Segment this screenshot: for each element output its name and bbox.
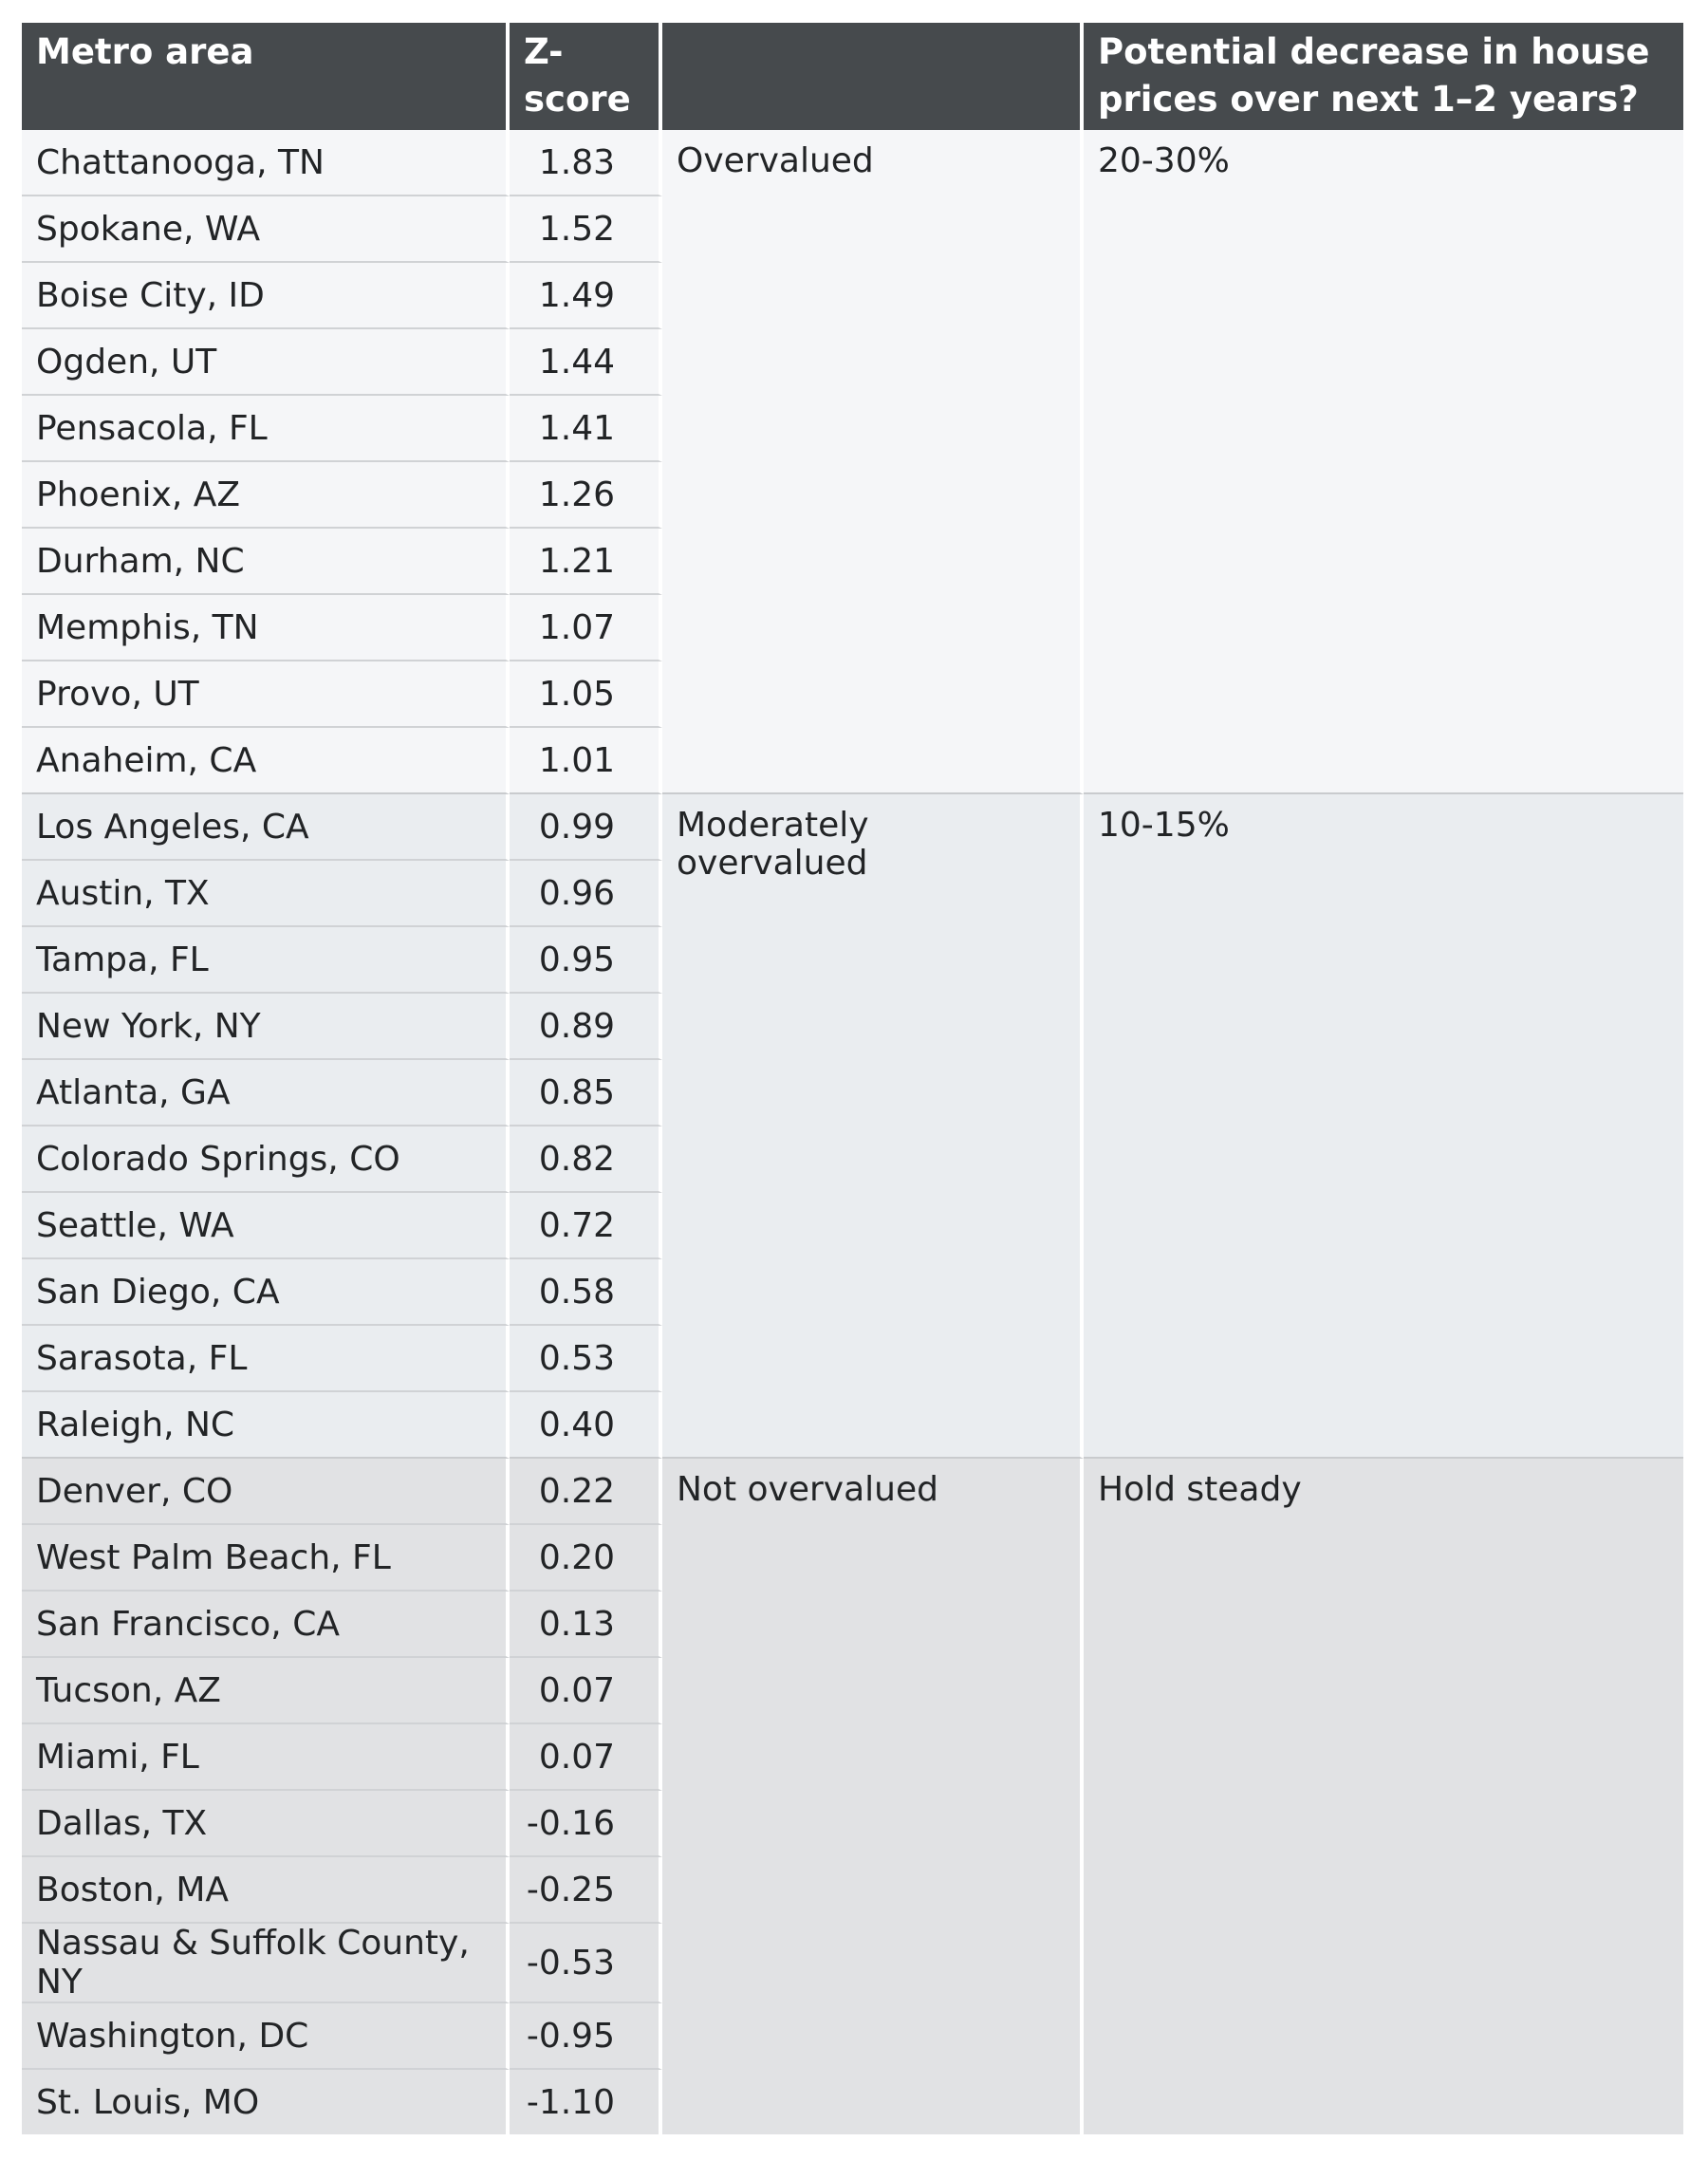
table-body [22, 130, 1683, 2136]
valuation-category-cell: Not overvalued [662, 1459, 1084, 2136]
z-score-cell: 1.01 [510, 728, 662, 794]
metro-area-cell: West Palm Beach, FL [22, 1525, 510, 1592]
z-score-cell: 0.72 [510, 1193, 662, 1259]
table-header-row [22, 23, 1683, 130]
z-score-cell: 0.22 [510, 1459, 662, 1525]
z-score-cell: 0.95 [510, 927, 662, 994]
valuation-category-cell: Overvalued [662, 130, 1084, 794]
z-score-cell: 1.44 [510, 329, 662, 396]
z-score-cell: -0.53 [510, 1924, 662, 2003]
z-score-cell: 0.96 [510, 861, 662, 927]
z-score-cell: 1.83 [510, 130, 662, 196]
metro-valuation-table [22, 23, 1683, 2136]
metro-area-cell: Raleigh, NC [22, 1392, 510, 1459]
table-row [22, 794, 1683, 861]
metro-area-cell: Miami, FL [22, 1724, 510, 1791]
metro-area-cell: San Francisco, CA [22, 1592, 510, 1658]
z-score-cell: 1.41 [510, 396, 662, 462]
metro-area-cell: Spokane, WA [22, 196, 510, 263]
metro-area-cell: Denver, CO [22, 1459, 510, 1525]
metro-area-cell: Dallas, TX [22, 1791, 510, 1857]
header-z-score: Z-score [510, 23, 662, 130]
z-score-cell: 0.40 [510, 1392, 662, 1459]
metro-area-cell: Provo, UT [22, 661, 510, 728]
z-score-cell: 1.49 [510, 263, 662, 329]
z-score-cell: 0.07 [510, 1724, 662, 1791]
z-score-cell: -1.10 [510, 2070, 662, 2136]
metro-area-cell: San Diego, CA [22, 1259, 510, 1326]
header-potential-decrease: Potential decrease in house prices over next 1–2 years? [1084, 23, 1683, 130]
metro-area-cell: Atlanta, GA [22, 1060, 510, 1127]
table-row [22, 1459, 1683, 1525]
z-score-cell: 0.58 [510, 1259, 662, 1326]
z-score-cell: 1.21 [510, 529, 662, 595]
metro-area-cell: Chattanooga, TN [22, 130, 510, 196]
z-score-cell: -0.16 [510, 1791, 662, 1857]
valuation-table-container [22, 23, 1683, 2136]
metro-area-cell: Austin, TX [22, 861, 510, 927]
potential-decrease-cell: 20-30% [1084, 130, 1683, 794]
metro-area-cell: Sarasota, FL [22, 1326, 510, 1392]
z-score-cell: 0.20 [510, 1525, 662, 1592]
metro-area-cell: Anaheim, CA [22, 728, 510, 794]
z-score-cell: 0.82 [510, 1127, 662, 1193]
metro-area-cell: Nassau & Suffolk County, NY [22, 1924, 510, 2003]
metro-area-cell: New York, NY [22, 994, 510, 1060]
metro-area-cell: Tucson, AZ [22, 1658, 510, 1724]
metro-area-cell: Boise City, ID [22, 263, 510, 329]
metro-area-cell: Washington, DC [22, 2003, 510, 2070]
header-category [662, 23, 1084, 130]
metro-area-cell: Pensacola, FL [22, 396, 510, 462]
metro-area-cell: Seattle, WA [22, 1193, 510, 1259]
metro-area-cell: Memphis, TN [22, 595, 510, 661]
z-score-cell: 1.52 [510, 196, 662, 263]
z-score-cell: 0.99 [510, 794, 662, 861]
z-score-cell: 1.07 [510, 595, 662, 661]
z-score-cell: 0.89 [510, 994, 662, 1060]
metro-area-cell: Colorado Springs, CO [22, 1127, 510, 1193]
metro-area-cell: St. Louis, MO [22, 2070, 510, 2136]
metro-area-cell: Durham, NC [22, 529, 510, 595]
z-score-cell: -0.95 [510, 2003, 662, 2070]
potential-decrease-cell: 10-15% [1084, 794, 1683, 1459]
header-metro-area: Metro area [22, 23, 510, 130]
z-score-cell: 0.13 [510, 1592, 662, 1658]
z-score-cell: 1.05 [510, 661, 662, 728]
z-score-cell: 0.85 [510, 1060, 662, 1127]
metro-area-cell: Phoenix, AZ [22, 462, 510, 529]
z-score-cell: -0.25 [510, 1857, 662, 1924]
potential-decrease-cell: Hold steady [1084, 1459, 1683, 2136]
table-row [22, 130, 1683, 196]
z-score-cell: 1.26 [510, 462, 662, 529]
z-score-cell: 0.07 [510, 1658, 662, 1724]
z-score-cell: 0.53 [510, 1326, 662, 1392]
metro-area-cell: Ogden, UT [22, 329, 510, 396]
metro-area-cell: Tampa, FL [22, 927, 510, 994]
valuation-category-cell: Moderately overvalued [662, 794, 1084, 1459]
metro-area-cell: Los Angeles, CA [22, 794, 510, 861]
metro-area-cell: Boston, MA [22, 1857, 510, 1924]
